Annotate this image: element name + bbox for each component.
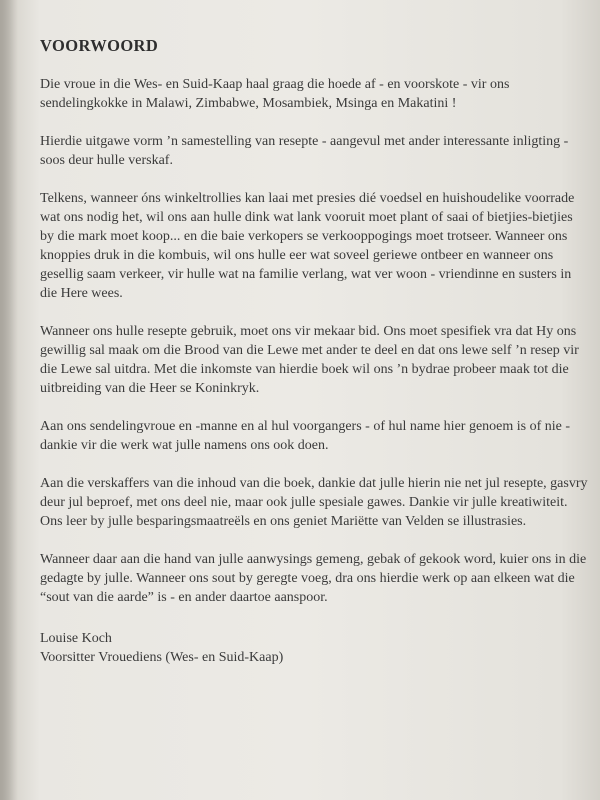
document-title: VOORWOORD xyxy=(40,36,159,55)
paragraph-5: Aan ons sendelingvroue en -manne en al hul voorgangers - of hul name hier genoem is of nie - dankie vir die werk wat julle namens ons ook doen. xyxy=(40,419,571,453)
signature-role: Voorsitter Vrouediens (Wes- en Suid-Kaap) xyxy=(40,650,284,665)
paragraph-6: Aan die verskaffers van die inhoud van die boek, dankie dat julle hierin nie net jul resepte, gasvry deur jul beproef, met ons deel nie, maar ook julle spesiale gawes. Dankie vir julle kreatiwiteit. Ons leer by julle besparingsmaatreëls en ons geniet Mariëtte van Velden se illustrasies. xyxy=(40,476,588,529)
paragraph-1: Die vroue in die Wes- en Suid-Kaap haal graag die hoede af - en voorskote - vir ons sendelingkokke in Malawi, Zimbabwe, Mosambiek, Msinga en Makatini ! xyxy=(40,77,510,111)
document-page xyxy=(40,30,588,667)
paragraph-3: Telkens, wanneer óns winkeltrollies kan laai met presies dié voedsel en huishoudelike voorrade wat ons nodig het, wil ons aan hulle dink wat lank vooruit moet plant of saai of bietjies-bietjies by die mark moet koop... en die baie verkopers se verkooppogings moet trotseer. Wanneer ons knoppies druk in die kombuis, wil ons hulle eer wat soveel geriewe ontbeer en wanneer ons gesellig saam verkeer, vir hulle wat na familie verlang, wat ver woon - vriendinne en susters in die Here wees. xyxy=(40,191,575,301)
page-fold-shadow xyxy=(0,0,18,800)
paragraph-4: Wanneer ons hulle resepte gebruik, moet ons vir mekaar bid. Ons moet spesifiek vra dat Hy ons gewillig sal maak om die Brood van die Lewe met ander te deel en dat ons lewe self ’n resep vir die Lewe sal uitdra. Met die inkomste van hierdie boek wil ons ’n bydrae probeer maak tot die uitbreiding van die Heer se Koninkryk. xyxy=(40,324,579,396)
paragraph-2: Hierdie uitgawe vorm ’n samestelling van resepte - aangevul met ander interessante inligting - soos deur hulle verskaf. xyxy=(40,134,569,168)
paragraph-7: Wanneer daar aan die hand van julle aanwysings gemeng, gebak of gekook word, kuier ons in die gedagte by julle. Wanneer ons sout by geregte voeg, dra ons hierdie werk op aan elkeen wat die “sout van die aarde” is - en ander daartoe aanspoor. xyxy=(40,552,587,605)
signature-name: Louise Koch xyxy=(40,631,112,646)
signature-block xyxy=(40,629,588,667)
